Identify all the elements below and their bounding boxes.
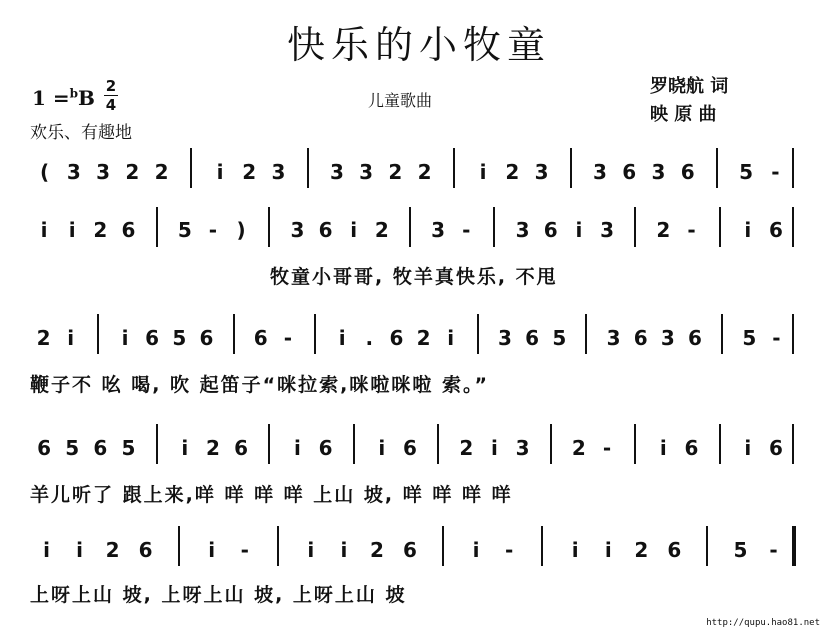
note: 2 [369,538,384,562]
note: 5 [733,538,748,562]
note: 3 [660,326,675,350]
note: 3 [515,436,530,460]
note: 5 [177,218,192,242]
bar-line [706,526,708,566]
bar-line [268,207,270,247]
watermark: http://qupu.hao81.net [706,618,820,628]
bar-line [719,424,721,464]
bar-line [719,207,721,247]
note: 2 [571,436,586,460]
note: 2 [125,160,140,184]
note: 2 [242,160,257,184]
note: 2 [634,538,649,562]
note: 6 [403,538,417,562]
note: i [181,436,189,460]
note: 3 [600,218,614,242]
note: i [43,538,50,562]
note: 5 [742,326,757,350]
note: 6 [633,326,648,350]
note: i [378,436,386,460]
note: - [769,538,778,562]
bar-line [277,526,279,566]
note: ) [236,218,246,242]
time-signature [104,78,118,113]
bar-line [570,148,572,188]
note: 6 [145,326,160,350]
note: 2 [105,538,120,562]
bar-line [453,148,455,188]
bar-line [716,148,718,188]
note: 2 [505,160,520,184]
watermark-area [540,578,830,622]
note: 6 [525,326,540,350]
bar-line [634,207,636,247]
note: 5 [121,436,136,460]
note: i [208,538,216,562]
note: 6 [389,326,404,350]
note: 3 [498,326,512,350]
row-end-barline [792,526,796,566]
note: 3 [329,160,344,184]
song-title: 快乐的小牧童 [286,23,551,67]
bar-line [550,424,552,464]
note: i [340,538,348,562]
note: i [744,218,752,242]
row-end-barline [792,148,794,188]
bar-line [721,314,723,354]
bar-line [233,314,235,354]
bar-line [97,314,99,354]
bar-line [442,526,444,566]
note: 6 [688,326,702,350]
bar-line [541,526,543,566]
note: 3 [359,160,374,184]
note: 6 [680,160,695,184]
bar-line [437,424,439,464]
note: 3 [271,160,286,184]
bar-line [307,148,309,188]
note: . [365,326,374,350]
note: i [659,436,667,460]
note: i [491,436,498,460]
key-signature [32,86,95,110]
bar-line [353,424,355,464]
note: 6 [684,436,699,460]
note: 6 [93,436,108,460]
key-note: B [78,86,95,110]
note: 2 [388,160,403,184]
note: - [687,218,696,242]
note: 2 [374,218,389,242]
note: 3 [593,160,607,184]
note: 2 [93,218,108,242]
bar-line [156,424,158,464]
note: 6 [234,436,249,460]
bar-line [156,207,158,247]
flat-sign: b [69,86,79,101]
note: i [447,326,455,350]
note: 3 [534,160,549,184]
note: 2 [417,160,432,184]
note: 6 [138,538,153,562]
note: - [240,538,249,562]
note: 6 [768,436,783,460]
note: 2 [205,436,220,460]
note: - [208,218,218,242]
bar-line [634,424,636,464]
time-top: 2 [105,77,117,95]
note: 6 [37,436,52,460]
note: 6 [768,218,783,242]
note: i [67,326,75,350]
lyrics-line: 鞭子不 吆 喝, 吹 起笛子“咪拉索,咪啦咪啦 索。” [30,374,489,396]
note: 3 [431,218,446,242]
bar-line [314,314,316,354]
bar-line [268,424,270,464]
note: i [76,538,83,562]
style-marking: 欢乐、有趣地 [30,123,132,143]
note: 6 [121,218,136,242]
note: 3 [96,160,111,184]
note: 5 [739,160,754,184]
bar-line [477,314,479,354]
bar-line [585,314,587,354]
note: 6 [199,326,214,350]
row-end-barline [792,207,794,247]
note: 2 [459,436,474,460]
note: ( [40,160,50,184]
note: 5 [172,326,187,350]
note: 5 [552,326,567,350]
lyrics-line: 牧童小哥哥, 牧羊真快乐, 不甩 [270,266,558,288]
key-prefix: 1 = [32,86,70,110]
lyricist-credit: 罗晓航 词 [650,76,729,97]
note: i [472,538,480,562]
note: i [121,326,129,350]
note: i [338,326,346,350]
lyrics-line: 羊儿听了 跟上来,咩 咩 咩 咩 上山 坡, 咩 咩 咩 咩 [30,484,513,506]
bar-line [493,207,495,247]
note: 3 [606,326,621,350]
note: i [571,538,579,562]
note: i [575,218,583,242]
note: 2 [416,326,431,350]
row-end-barline [792,314,794,354]
note: i [216,160,224,184]
note: i [350,218,358,242]
bar-line [190,148,192,188]
note: 3 [66,160,81,184]
bar-line [409,207,411,247]
lyrics-line: 上呀上山 坡, 上呀上山 坡, 上呀上山 坡 [30,584,407,606]
note: - [772,326,781,350]
bar-line [178,526,180,566]
note: i [479,160,487,184]
note: 2 [656,218,671,242]
note: i [293,436,301,460]
note: 2 [154,160,169,184]
note: i [604,538,612,562]
note: 3 [515,218,530,242]
note: i [307,538,315,562]
time-bottom: 4 [105,96,117,114]
note: 5 [65,436,80,460]
note: - [283,326,292,350]
note: 6 [318,436,333,460]
note: 6 [253,326,268,350]
genre-label: 儿童歌曲 [368,91,433,110]
note: 3 [651,160,666,184]
note: i [40,218,48,242]
composer-credit: 映 原 曲 [650,104,717,125]
note: - [504,538,514,562]
note: - [462,218,471,242]
note: 6 [318,218,333,242]
note: - [771,160,780,184]
row-end-barline [792,424,794,464]
note: 6 [622,160,637,184]
note: i [68,218,76,242]
note: 6 [667,538,682,562]
note: i [744,436,752,460]
note: - [602,436,612,460]
note: 6 [403,436,417,460]
note: 3 [290,218,305,242]
note: 6 [543,218,558,242]
note: 2 [36,326,51,350]
